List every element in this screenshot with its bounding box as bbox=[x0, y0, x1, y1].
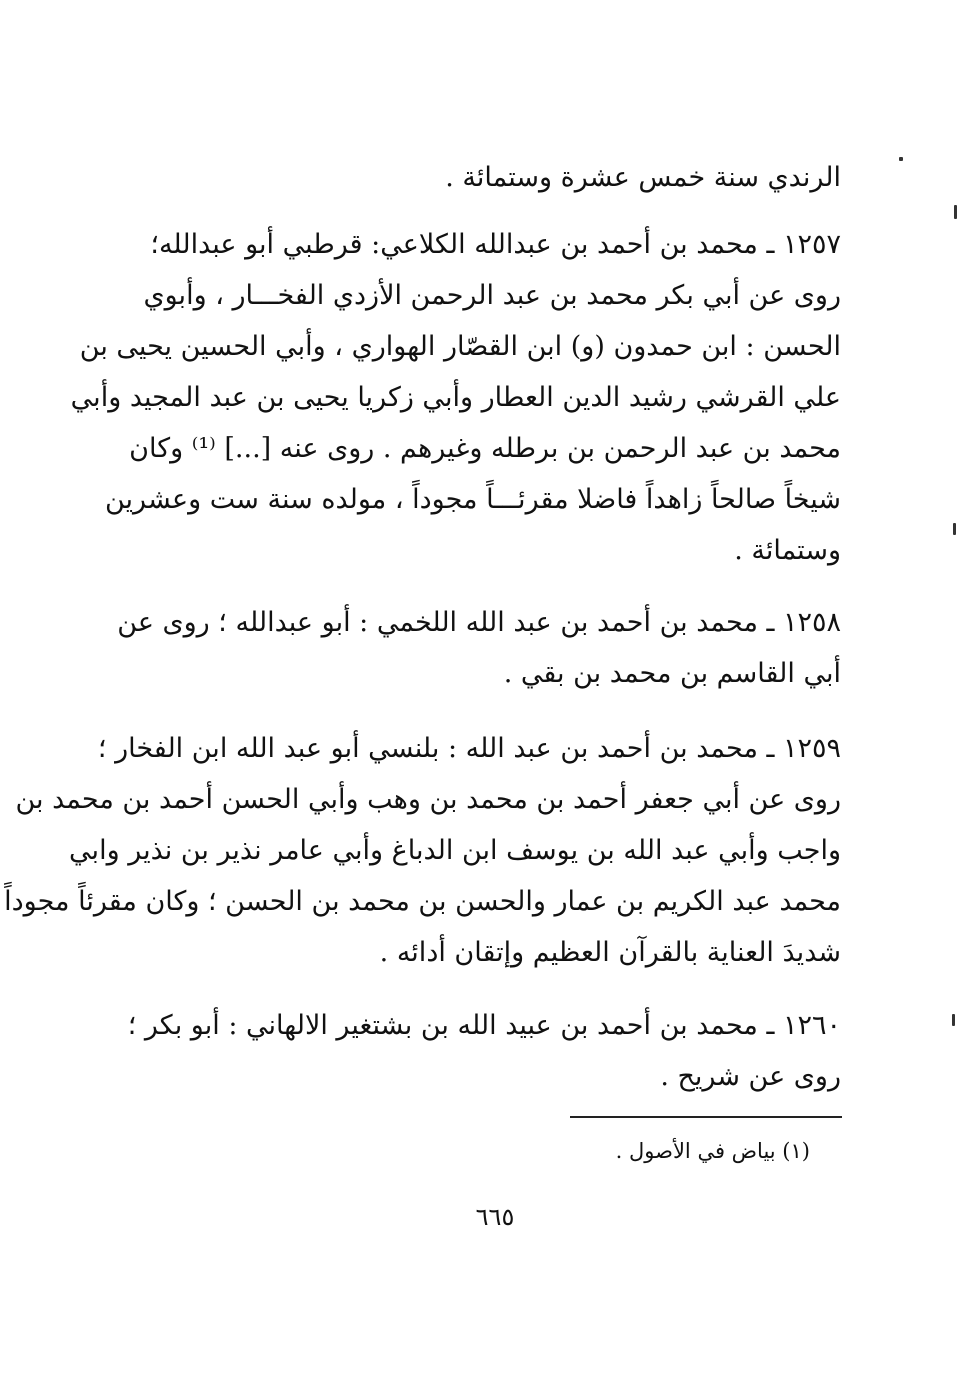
entry-1259 bbox=[4, 723, 841, 978]
text-line: ١٢٥٨ ـ محمد بن أحمد بن عبد الله اللخمي : أبو عبدالله ؛ روى عن bbox=[117, 607, 841, 638]
scan-speck bbox=[954, 205, 957, 219]
footnote: (١) بياض في الأصول . bbox=[615, 1139, 810, 1163]
text-line: شيخاً صالحاً زاهداً فاضلا مقرئـــاً مجوداً ، مولده سنة ست وعشرين bbox=[104, 484, 841, 515]
text-line: الحسن : ابن حمدون (و) ابن القصّار الهواري ، وأبي الحسين يحيى بن bbox=[79, 331, 841, 362]
text-line: ١٢٦٠ ـ محمد بن أحمد بن عبيد الله بن بشتغير الالهاني : أبو بكر ؛ bbox=[127, 1010, 841, 1041]
text-line: الرندي سنة خمس عشرة وستمائة . bbox=[445, 162, 841, 193]
entry-1257 bbox=[70, 219, 841, 576]
text-line: شديدَ العناية بالقرآن العظيم وإتقان أدائه . bbox=[379, 937, 841, 968]
text-line: ١٢٥٧ ـ محمد بن أحمد بن عبدالله الكلاعي: قرطبي أبو عبدالله؛ bbox=[150, 229, 841, 260]
scan-speck bbox=[953, 523, 956, 535]
text-line: وستمائة . bbox=[734, 535, 841, 566]
text-line: محمد عبد الكريم بن عمار والحسن بن محمد بن الحسن ؛ وكان مقرئاً مجوداً bbox=[4, 886, 841, 917]
text-line: روى عن أبي بكر محمد بن عبد الرحمن الأزدي الفخـــار ، وأبوي bbox=[143, 280, 841, 311]
scan-speck bbox=[899, 157, 903, 161]
entry-1260 bbox=[127, 1000, 841, 1102]
page-number: ٦٦٥ bbox=[475, 1203, 515, 1231]
text-line: ١٢٥٩ ـ محمد بن أحمد بن عبد الله : بلنسي أبو عبد الله ابن الفخار ؛ bbox=[97, 733, 841, 764]
continuation-line bbox=[163, 152, 841, 203]
footnote-separator bbox=[570, 1116, 842, 1118]
text-line: محمد بن عبد الرحمن بن برطله وغيرهم . روى عنه [...] ⁽¹⁾ وكان bbox=[129, 433, 841, 464]
scan-speck bbox=[952, 1014, 955, 1026]
entry-1258 bbox=[117, 597, 841, 699]
text-line: واجب وأبي عبد الله بن يوسف ابن الدباغ وأبي عامر نذير بن نذير وابي bbox=[69, 835, 841, 866]
text-line: علي القرشي رشيد الدين العطار وأبي زكريا يحيى بن عبد المجيد وأبي bbox=[70, 382, 841, 413]
text-line: روى عن أبي جعفر أحمد بن محمد بن وهب وأبي الحسن أحمد بن محمد بن bbox=[15, 784, 841, 815]
text-line: روى عن شريح . bbox=[660, 1061, 841, 1092]
text-line: أبي القاسم بن محمد بن بقي . bbox=[503, 658, 841, 689]
